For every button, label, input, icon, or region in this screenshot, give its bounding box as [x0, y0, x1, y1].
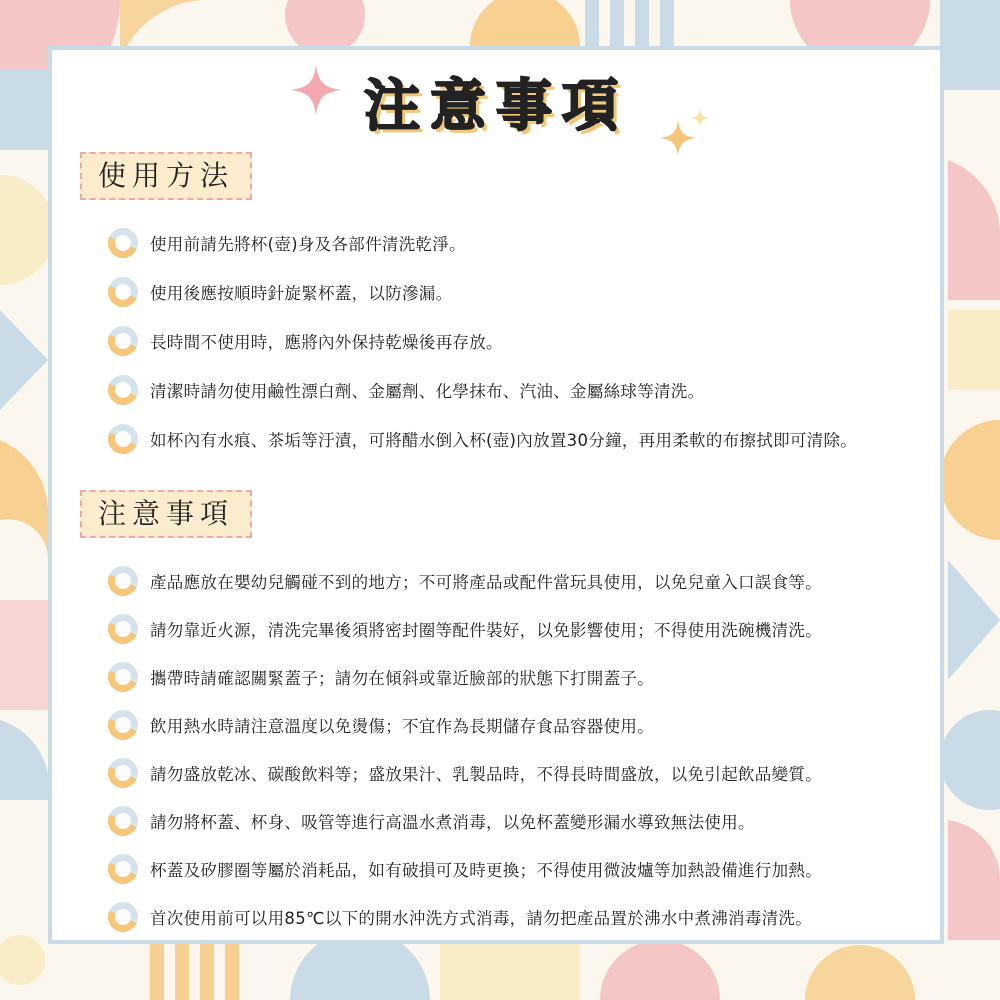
bullet-ring-icon — [108, 277, 138, 307]
list-item: 請勿靠近火源，清洗完畢後須將密封圈等配件裝好，以免影響使用；不得使用洗碗機清洗。 — [108, 614, 930, 644]
list-item: 如杯內有水痕、茶垢等汙漬，可將醋水倒入杯(壺)內放置30分鐘，再用柔軟的布擦拭即可清除。 — [108, 424, 930, 454]
notice-card — [48, 46, 944, 944]
section-heading-notes: 注意事項 — [80, 490, 252, 538]
bullet-ring-icon — [108, 375, 138, 405]
bullet-ring-icon — [108, 758, 138, 788]
bullet-ring-icon — [108, 326, 138, 356]
list-item: 請勿將杯蓋、杯身、吸管等進行高溫水煮消毒，以免杯蓋變形漏水導致無法使用。 — [108, 806, 930, 836]
bullet-ring-icon — [108, 566, 138, 596]
list-item: 請勿盛放乾冰、碳酸飲料等；盛放果汁、乳製品時，不得長時間盛放，以免引起飲品變質。 — [108, 758, 930, 788]
list-item: 使用前請先將杯(壺)身及各部件清洗乾淨。 — [108, 228, 930, 258]
section-heading-usage: 使用方法 — [80, 152, 252, 200]
bullet-ring-icon — [108, 710, 138, 740]
bullet-ring-icon — [108, 662, 138, 692]
bullet-ring-icon — [108, 424, 138, 454]
bullet-ring-icon — [108, 806, 138, 836]
page-title: 注意事項 — [364, 74, 628, 139]
list-item: 長時間不使用時，應將內外保持乾燥後再存放。 — [108, 326, 930, 356]
list-item: 清潔時請勿使用鹼性漂白劑、金屬劑、化學抹布、汽油、金屬絲球等清洗。 — [108, 375, 930, 405]
list-item: 攜帶時請確認關緊蓋子；請勿在傾斜或靠近臉部的狀態下打開蓋子。 — [108, 662, 930, 692]
bullet-ring-icon — [108, 854, 138, 884]
list-item: 杯蓋及矽膠圈等屬於消耗品，如有破損可及時更換；不得使用微波爐等加熱設備進行加熱。 — [108, 854, 930, 884]
bullet-ring-icon — [108, 614, 138, 644]
sparkle-small-icon — [690, 108, 710, 128]
bullet-ring-icon — [108, 228, 138, 258]
list-item: 飲用熱水時請注意溫度以免燙傷；不宜作為長期儲存食品容器使用。 — [108, 710, 930, 740]
list-item: 使用後應按順時針旋緊杯蓋，以防滲漏。 — [108, 277, 930, 307]
list-item: 首次使用前可以用85℃以下的開水沖洗方式消毒，請勿把產品置於沸水中煮沸消毒清洗。 — [108, 902, 930, 932]
list-item: 產品應放在嬰幼兒觸碰不到的地方；不可將產品或配件當玩具使用，以免兒童入口誤食等。 — [108, 566, 930, 596]
title-wrap — [52, 72, 940, 142]
bullet-ring-icon — [108, 902, 138, 932]
